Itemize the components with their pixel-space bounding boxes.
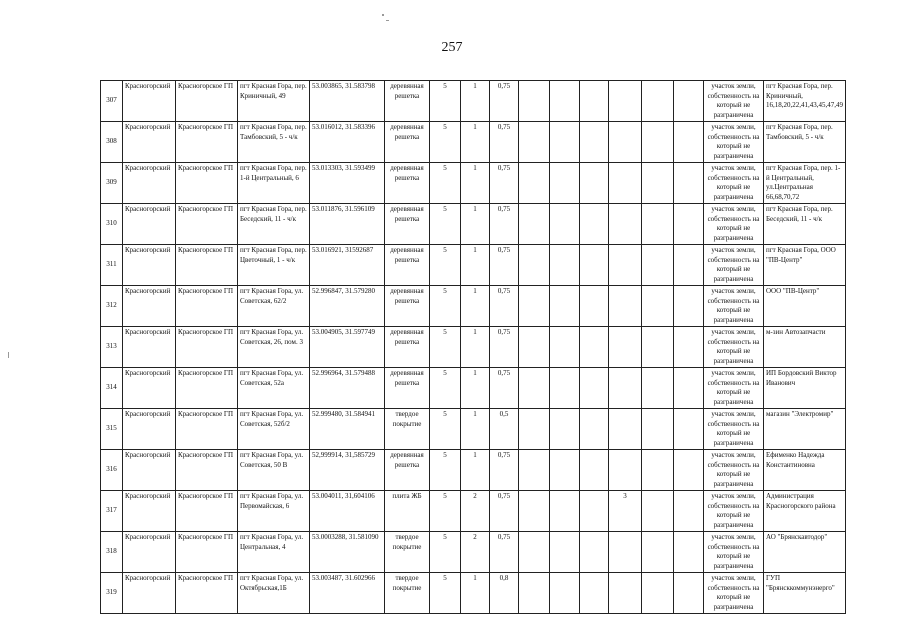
empty-cell: [642, 327, 674, 368]
planned-count-cell: [609, 409, 642, 450]
planned-count-cell: [609, 204, 642, 245]
coordinates-cell: 53.016012, 31.583396: [310, 122, 385, 163]
surface-cell: деревянная решетка: [385, 81, 430, 122]
address-cell: пгт Красная Гора, пер. 1-й Центральный, 6: [238, 163, 310, 204]
empty-cell: [580, 245, 609, 286]
address-cell: пгт Красная Гора, пер. Криничный, 49: [238, 81, 310, 122]
surface-cell: деревянная решетка: [385, 122, 430, 163]
address-cell: пгт Красная Гора, пер. Цветочный, 1 - ч/к: [238, 245, 310, 286]
empty-cell: [519, 286, 550, 327]
land-owner-cell: участок земли, собственность на который не разграничена: [704, 122, 764, 163]
settlement-cell: Красногорское ГП: [176, 327, 238, 368]
land-owner-cell: участок земли, собственность на который не разграничена: [704, 245, 764, 286]
empty-cell: [580, 204, 609, 245]
row-number: 310: [101, 204, 123, 245]
address-cell: пгт Красная Гора, ул. Октябрьская,1Б: [238, 573, 310, 614]
volume-cell: 0,75: [490, 81, 519, 122]
waste-source-cell: пгт Красная Гора, пер. Беседский, 11 - ч/к: [764, 204, 846, 245]
empty-cell: [674, 286, 704, 327]
planned-count-cell: [609, 81, 642, 122]
coordinates-cell: 53.0003288, 31.581090: [310, 532, 385, 573]
table-body: [101, 81, 846, 614]
land-owner-cell: участок земли, собственность на который не разграничена: [704, 163, 764, 204]
empty-cell: [642, 368, 674, 409]
waste-source-cell: ГУП "Брянсккоммунэнерго": [764, 573, 846, 614]
surface-cell: деревянная решетка: [385, 368, 430, 409]
coordinates-cell: 52.996847, 31.579280: [310, 286, 385, 327]
scan-speck: [382, 14, 384, 16]
empty-cell: [580, 409, 609, 450]
district-cell: Красногорский: [123, 327, 176, 368]
settlement-cell: Красногорское ГП: [176, 532, 238, 573]
empty-cell: [580, 532, 609, 573]
area-cell: 5: [430, 163, 461, 204]
settlement-cell: Красногорское ГП: [176, 245, 238, 286]
row-number: 313: [101, 327, 123, 368]
volume-cell: 0,75: [490, 327, 519, 368]
row-number: 314: [101, 368, 123, 409]
address-cell: пгт Красная Гора, ул. Советская, 62/2: [238, 286, 310, 327]
waste-source-cell: АО "Брянскавтодор": [764, 532, 846, 573]
empty-cell: [550, 286, 580, 327]
address-cell: пгт Красная Гора, ул. Советская, 26, пом. 3: [238, 327, 310, 368]
planned-count-cell: [609, 286, 642, 327]
container-count-cell: 1: [461, 409, 490, 450]
waste-source-cell: пгт Красная Гора, пер. Тамбовский, 5 - ч/к: [764, 122, 846, 163]
surface-cell: твердое покрытие: [385, 532, 430, 573]
empty-cell: [674, 368, 704, 409]
planned-count-cell: [609, 573, 642, 614]
empty-cell: [550, 81, 580, 122]
empty-cell: [519, 122, 550, 163]
container-count-cell: 1: [461, 81, 490, 122]
settlement-cell: Красногорское ГП: [176, 286, 238, 327]
table-row: [101, 450, 846, 491]
surface-cell: плита ЖБ: [385, 491, 430, 532]
waste-source-cell: ИП Бордовский Виктор Иванович: [764, 368, 846, 409]
planned-count-cell: [609, 368, 642, 409]
container-count-cell: 1: [461, 204, 490, 245]
waste-source-cell: пгт Красная Гора, пер. Криничный, 16,18,20,22,41,43,45,47,49: [764, 81, 846, 122]
empty-cell: [674, 327, 704, 368]
empty-cell: [674, 450, 704, 491]
waste-source-cell: ООО "ПВ-Центр": [764, 286, 846, 327]
row-number: 308: [101, 122, 123, 163]
empty-cell: [550, 491, 580, 532]
empty-cell: [580, 163, 609, 204]
table-row: [101, 368, 846, 409]
empty-cell: [674, 245, 704, 286]
empty-cell: [580, 81, 609, 122]
empty-cell: [519, 573, 550, 614]
coordinates-cell: 53.004905, 31.597749: [310, 327, 385, 368]
empty-cell: [550, 245, 580, 286]
empty-cell: [580, 122, 609, 163]
empty-cell: [580, 368, 609, 409]
district-cell: Красногорский: [123, 204, 176, 245]
empty-cell: [642, 245, 674, 286]
district-cell: Красногорский: [123, 81, 176, 122]
container-count-cell: 1: [461, 573, 490, 614]
coordinates-cell: 53.011876, 31.596109: [310, 204, 385, 245]
table-row: [101, 327, 846, 368]
waste-sites-table: [100, 80, 846, 614]
empty-cell: [519, 491, 550, 532]
empty-cell: [550, 573, 580, 614]
waste-source-cell: пгт Красная Гора, пер. 1-й Центральный, ул.Центральная 66,68,70,72: [764, 163, 846, 204]
volume-cell: 0,75: [490, 163, 519, 204]
address-cell: пгт Красная Гора, ул. Советская, 52б/2: [238, 409, 310, 450]
area-cell: 5: [430, 532, 461, 573]
empty-cell: [519, 204, 550, 245]
table-row: [101, 532, 846, 573]
empty-cell: [580, 491, 609, 532]
row-number: 307: [101, 81, 123, 122]
area-cell: 5: [430, 286, 461, 327]
surface-cell: деревянная решетка: [385, 286, 430, 327]
empty-cell: [642, 409, 674, 450]
volume-cell: 0,75: [490, 204, 519, 245]
address-cell: пгт Красная Гора, ул. Центральная, 4: [238, 532, 310, 573]
surface-cell: деревянная решетка: [385, 450, 430, 491]
waste-source-cell: м-зин Автозапчасти: [764, 327, 846, 368]
volume-cell: 0,75: [490, 368, 519, 409]
planned-count-cell: [609, 163, 642, 204]
settlement-cell: Красногорское ГП: [176, 204, 238, 245]
empty-cell: [550, 532, 580, 573]
coordinates-cell: 53.003865, 31.583798: [310, 81, 385, 122]
address-cell: пгт Красная Гора, ул. Первомайская, 6: [238, 491, 310, 532]
district-cell: Красногорский: [123, 286, 176, 327]
planned-count-cell: [609, 245, 642, 286]
area-cell: 5: [430, 245, 461, 286]
container-count-cell: 1: [461, 368, 490, 409]
empty-cell: [674, 81, 704, 122]
volume-cell: 0,75: [490, 532, 519, 573]
district-cell: Красногорский: [123, 573, 176, 614]
empty-cell: [674, 163, 704, 204]
coordinates-cell: 52.999480, 31.584941: [310, 409, 385, 450]
surface-cell: деревянная решетка: [385, 163, 430, 204]
coordinates-cell: 53.013303, 31.593499: [310, 163, 385, 204]
table-row: [101, 81, 846, 122]
settlement-cell: Красногорское ГП: [176, 573, 238, 614]
address-cell: пгт Красная Гора, пер. Беседский, 11 - ч/к: [238, 204, 310, 245]
waste-source-cell: Администрация Красногорского района: [764, 491, 846, 532]
table-row: [101, 122, 846, 163]
volume-cell: 0,75: [490, 491, 519, 532]
district-cell: Красногорский: [123, 532, 176, 573]
area-cell: 5: [430, 81, 461, 122]
area-cell: 5: [430, 204, 461, 245]
empty-cell: [550, 450, 580, 491]
waste-source-cell: магазин "Электромир": [764, 409, 846, 450]
row-number: 316: [101, 450, 123, 491]
scan-speck: [386, 20, 389, 21]
empty-cell: [642, 532, 674, 573]
table-row: [101, 573, 846, 614]
empty-cell: [580, 327, 609, 368]
empty-cell: [550, 122, 580, 163]
area-cell: 5: [430, 573, 461, 614]
planned-count-cell: 3: [609, 491, 642, 532]
empty-cell: [642, 491, 674, 532]
coordinates-cell: 53.004011, 31,604106: [310, 491, 385, 532]
area-cell: 5: [430, 122, 461, 163]
land-owner-cell: участок земли, собственность на который не разграничена: [704, 532, 764, 573]
land-owner-cell: участок земли, собственность на который не разграничена: [704, 327, 764, 368]
empty-cell: [674, 491, 704, 532]
settlement-cell: Красногорское ГП: [176, 81, 238, 122]
volume-cell: 0,75: [490, 286, 519, 327]
table-row: [101, 204, 846, 245]
empty-cell: [674, 204, 704, 245]
waste-source-cell: Ефименко Надежда Константиновна: [764, 450, 846, 491]
volume-cell: 0,75: [490, 122, 519, 163]
row-number: 312: [101, 286, 123, 327]
empty-cell: [550, 409, 580, 450]
settlement-cell: Красногорское ГП: [176, 122, 238, 163]
planned-count-cell: [609, 450, 642, 491]
empty-cell: [674, 409, 704, 450]
settlement-cell: Красногорское ГП: [176, 491, 238, 532]
empty-cell: [519, 450, 550, 491]
container-count-cell: 1: [461, 163, 490, 204]
planned-count-cell: [609, 327, 642, 368]
settlement-cell: Красногорское ГП: [176, 163, 238, 204]
empty-cell: [519, 532, 550, 573]
settlement-cell: Красногорское ГП: [176, 450, 238, 491]
coordinates-cell: 53.016921, 31592687: [310, 245, 385, 286]
district-cell: Красногорский: [123, 491, 176, 532]
empty-cell: [580, 286, 609, 327]
volume-cell: 0,75: [490, 450, 519, 491]
container-count-cell: 2: [461, 532, 490, 573]
empty-cell: [550, 368, 580, 409]
district-cell: Красногорский: [123, 163, 176, 204]
area-cell: 5: [430, 450, 461, 491]
table-row: [101, 245, 846, 286]
container-count-cell: 1: [461, 122, 490, 163]
container-count-cell: 1: [461, 327, 490, 368]
empty-cell: [550, 327, 580, 368]
table-row: [101, 409, 846, 450]
empty-cell: [519, 327, 550, 368]
empty-cell: [519, 245, 550, 286]
district-cell: Красногорский: [123, 450, 176, 491]
empty-cell: [642, 122, 674, 163]
empty-cell: [519, 409, 550, 450]
land-owner-cell: участок земли, собственность на который не разграничена: [704, 491, 764, 532]
land-owner-cell: участок земли, собственность на который не разграничена: [704, 286, 764, 327]
row-number: 318: [101, 532, 123, 573]
planned-count-cell: [609, 122, 642, 163]
coordinates-cell: 52,999914, 31,585729: [310, 450, 385, 491]
table-row: [101, 163, 846, 204]
land-owner-cell: участок земли, собственность на который не разграничена: [704, 204, 764, 245]
container-count-cell: 1: [461, 245, 490, 286]
scan-speck: [8, 352, 9, 358]
container-count-cell: 1: [461, 450, 490, 491]
settlement-cell: Красногорское ГП: [176, 368, 238, 409]
empty-cell: [519, 81, 550, 122]
empty-cell: [642, 81, 674, 122]
land-owner-cell: участок земли, собственность на который не разграничена: [704, 368, 764, 409]
row-number: 315: [101, 409, 123, 450]
empty-cell: [674, 122, 704, 163]
row-number: 317: [101, 491, 123, 532]
area-cell: 5: [430, 409, 461, 450]
surface-cell: деревянная решетка: [385, 245, 430, 286]
volume-cell: 0,8: [490, 573, 519, 614]
empty-cell: [519, 163, 550, 204]
empty-cell: [642, 573, 674, 614]
address-cell: пгт Красная Гора, ул. Советская, 52а: [238, 368, 310, 409]
empty-cell: [580, 450, 609, 491]
district-cell: Красногорский: [123, 409, 176, 450]
row-number: 309: [101, 163, 123, 204]
empty-cell: [674, 532, 704, 573]
empty-cell: [674, 573, 704, 614]
container-count-cell: 1: [461, 286, 490, 327]
empty-cell: [642, 163, 674, 204]
area-cell: 5: [430, 491, 461, 532]
table-row: [101, 491, 846, 532]
planned-count-cell: [609, 532, 642, 573]
row-number: 311: [101, 245, 123, 286]
empty-cell: [642, 450, 674, 491]
empty-cell: [519, 368, 550, 409]
waste-source-cell: пгт Красная Гора, ООО "ПВ-Центр": [764, 245, 846, 286]
surface-cell: твердое покрытие: [385, 573, 430, 614]
table-row: [101, 286, 846, 327]
surface-cell: деревянная решетка: [385, 204, 430, 245]
coordinates-cell: 52.996964, 31.579488: [310, 368, 385, 409]
area-cell: 5: [430, 368, 461, 409]
empty-cell: [580, 573, 609, 614]
empty-cell: [642, 286, 674, 327]
land-owner-cell: участок земли, собственность на который не разграничена: [704, 450, 764, 491]
row-number: 319: [101, 573, 123, 614]
surface-cell: деревянная решетка: [385, 327, 430, 368]
district-cell: Красногорский: [123, 368, 176, 409]
address-cell: пгт Красная Гора, ул. Советская, 50 В: [238, 450, 310, 491]
settlement-cell: Красногорское ГП: [176, 409, 238, 450]
empty-cell: [642, 204, 674, 245]
land-owner-cell: участок земли, собственность на который не разграничена: [704, 409, 764, 450]
empty-cell: [550, 163, 580, 204]
volume-cell: 0,75: [490, 245, 519, 286]
empty-cell: [550, 204, 580, 245]
surface-cell: твердое покрытие: [385, 409, 430, 450]
land-owner-cell: участок земли, собственность на который не разграничена: [704, 573, 764, 614]
page-number: 257: [441, 40, 463, 55]
address-cell: пгт Красная Гора, пер. Тамбовский, 5 - ч/к: [238, 122, 310, 163]
district-cell: Красногорский: [123, 122, 176, 163]
coordinates-cell: 53.003487, 31.602966: [310, 573, 385, 614]
container-count-cell: 2: [461, 491, 490, 532]
district-cell: Красногорский: [123, 245, 176, 286]
area-cell: 5: [430, 327, 461, 368]
volume-cell: 0,5: [490, 409, 519, 450]
land-owner-cell: участок земли, собственность на который не разграничена: [704, 81, 764, 122]
